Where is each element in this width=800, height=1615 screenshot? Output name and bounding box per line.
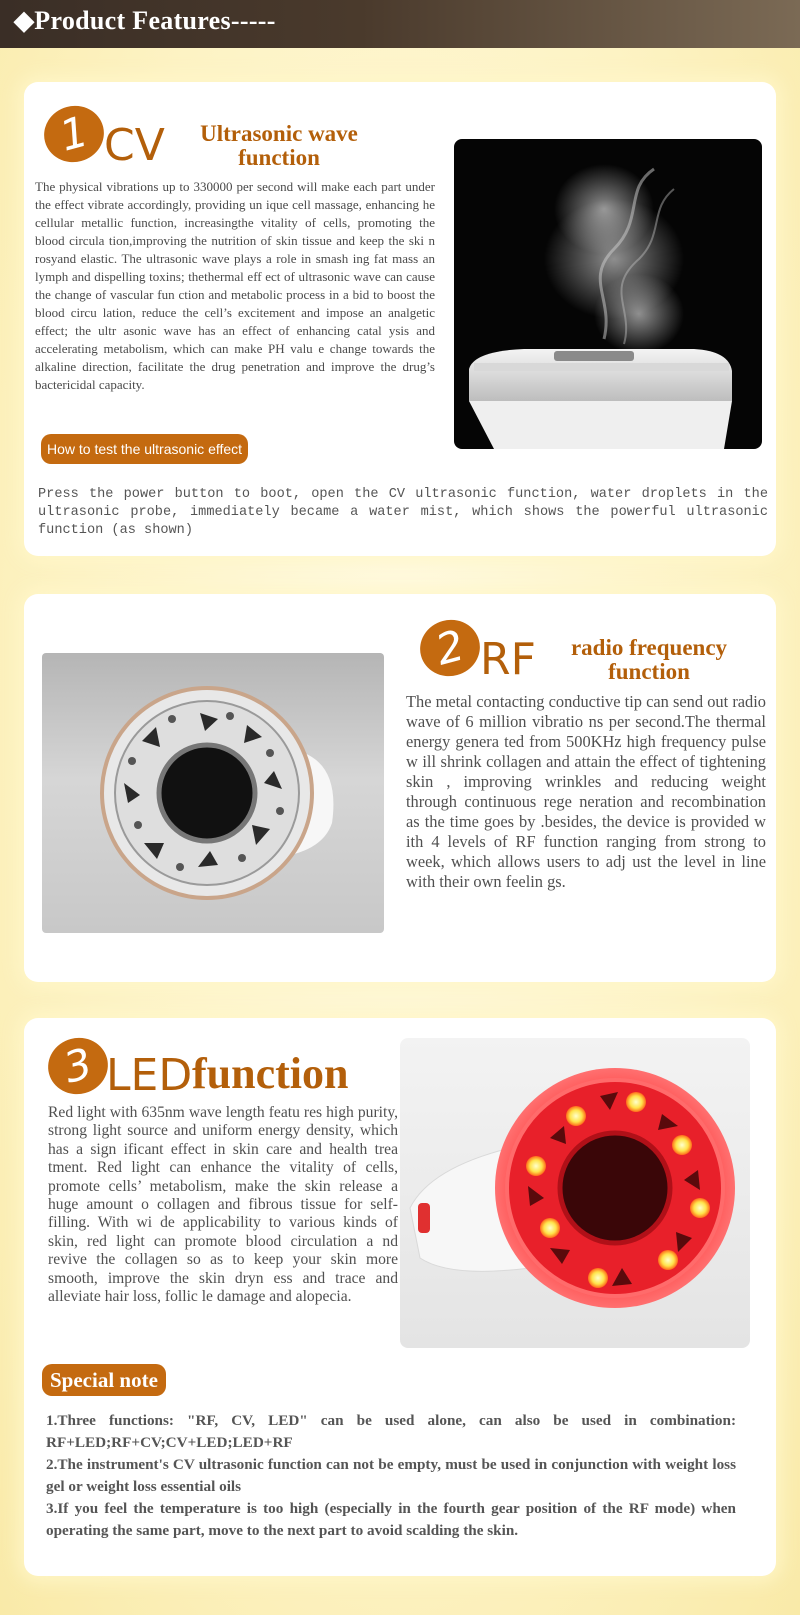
cv-section (24, 82, 776, 556)
number-badge-icon: 1 (38, 99, 110, 169)
led-section (24, 1018, 776, 1576)
rf-description: The metal contacting conductive tip can send out radio wave of 6 million vibratio ns per second.The thermal energy genera ted from 500KHz high frequency pulse w ill shrink collagen and attain the effect of tightening skin , improving wrinkles and reducing weight through continuous rege neration and recombination as the time goes by .besides, the device is provided w ith 4 levels of RF function ranging from strong to week, which allows users to adj ust the level in line with their own feelin gs. (406, 692, 766, 891)
special-note-label: Special note (42, 1364, 166, 1396)
device-photo-cv (454, 139, 762, 449)
rf-section (24, 594, 776, 982)
led-abbr: LED (106, 1050, 193, 1101)
number-badge-icon: 3 (42, 1031, 114, 1101)
special-note-item: 3.If you feel the temperature is too high (especially in the fourth gear position of the RF mode) when operating the same part, move to the next part to avoid scalding the skin. (46, 1500, 736, 1539)
special-note-item: 1.Three functions: "RF, CV, LED" can be used alone, can also be used in combination: RF+LED;RF+CV;CV+LED;LED+RF (46, 1412, 736, 1451)
test-instructions: Press the power button to boot, open the CV ultrasonic function, water droplets in the ultrasonic probe, immediately became a water mist, which shows the powerful ultrasonic function (as shown) (38, 487, 768, 538)
device-photo-led (400, 1038, 750, 1348)
cv-abbr: CV (104, 120, 165, 171)
header-title: ◆Product Features----- (14, 6, 276, 35)
led-description: Red light with 635nm wave length featu res high purity, strong light source and uniform energy density, which has a sign ificant effect in skin care and health trea tment. Red light can enhance the vitality of cells, promote cells’ metabolism, make the skin release a huge amount o collagen and fibrous tissue for self-filling. With wi de applicability to various kinds of skin, red light can promote blood circulation a nd revive the collagen so as to keep your skin more smooth, improve the skin dryn ess and trace and alleviate hair loss, follic le damage and alopecia. (48, 1104, 398, 1306)
test-label: How to test the ultrasonic effect (41, 434, 248, 464)
cv-title: Ultrasonic wave function (200, 121, 358, 170)
rf-abbr: RF (480, 634, 536, 685)
features-header (0, 0, 800, 48)
number-badge-icon: 2 (414, 613, 486, 683)
device-photo-rf (42, 653, 384, 933)
special-note-list (46, 1410, 736, 1542)
rf-title: radio frequency function (570, 635, 728, 684)
cv-description: The physical vibrations up to 330000 per second will make each part under the effect vibrate accordingly, providing un ique cell massage, enhancing he cellular metallic function, increasingthe vitality of cells, promoting the blood circula tion,improving the nutrition of skin tissue and keep the ski n rosyand elastic. The ultrasonic wave plays a role in smash ing fat mass an lymph and dispelling toxins; thethermal eff ect of ultrasonic wave can cause the change of vascular fun ction and metabolic process in a bid to boost the blood circu lation, reduce the cell’s excitement and impose an analgetic effect; the ultr asonic wave has an effect of enhancing catal ysis and accelerating metabolism, which can make PH valu e change towards the alkaline direction, facilitate the drug penetration and improve the drug’s bactericidal capacity. (35, 179, 435, 392)
special-note-item: 2.The instrument's CV ultrasonic function can not be empty, must be used in conjunction with weight loss gel or weight loss essential oils (46, 1456, 736, 1495)
led-title: function (192, 1049, 349, 1098)
